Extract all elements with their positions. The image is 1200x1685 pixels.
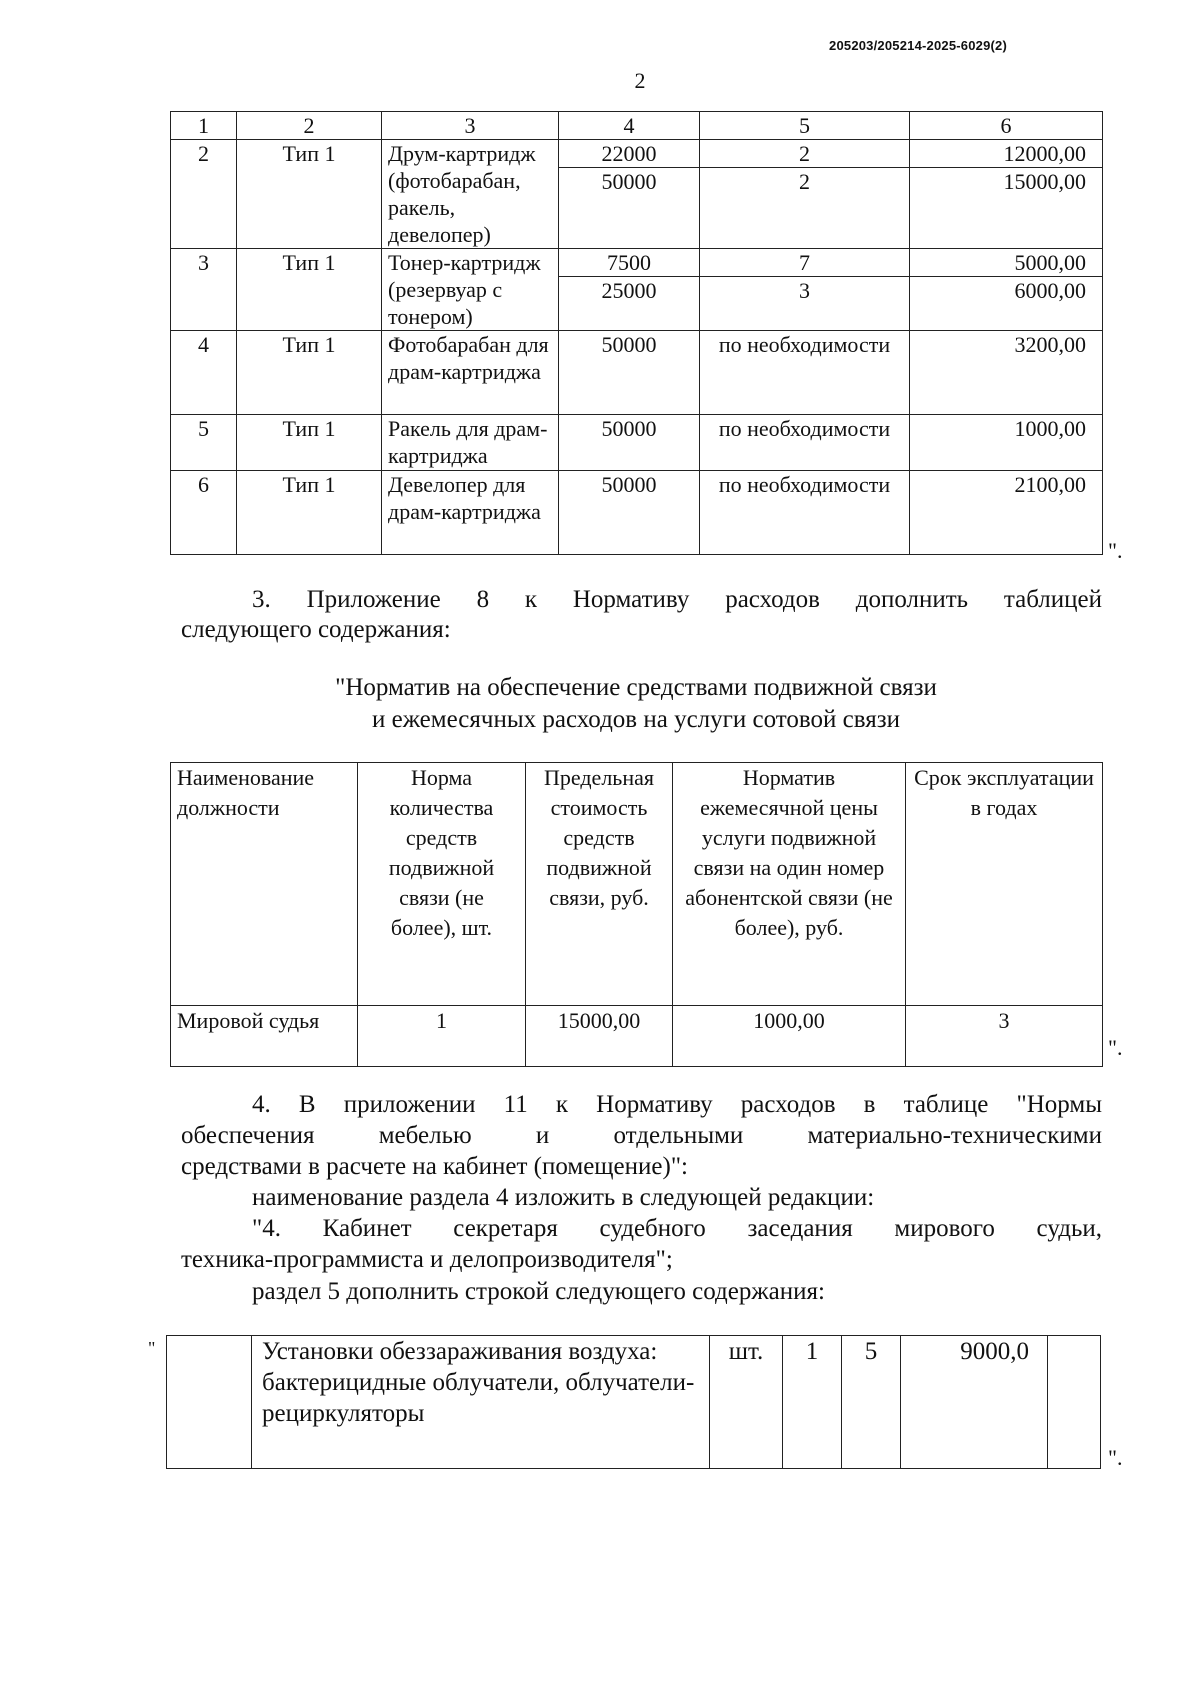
row-type: Тип 1 [237,249,382,331]
row-number: 4 [171,331,237,415]
row-cell: 1 [783,1336,842,1469]
row-cell: 1 [358,1006,526,1067]
sub-cell: 50000 [601,169,657,194]
column-header: 6 [910,112,1103,140]
sub-cell: 5000,00 [910,249,1102,277]
sub-cell: 7 [700,249,909,277]
column-header: Предельная стоимость средств подвижной связи, руб. [526,763,673,1006]
column-header: Срок эксплуатации в годах [906,763,1103,1006]
column-header: Норма количества средств подвижной связи (не более), шт. [358,763,526,1006]
row-item-name: Тонер-картридж (резервуар с тонером) [382,249,559,331]
sub-cell: 7500 [559,249,699,277]
row-cell [167,1336,252,1469]
document-id: 205203/205214-2025-6029(2) [829,38,1007,53]
row-cell: по необходимости [700,415,910,471]
row-item-name: Установки обеззараживания воздуха: бактерицидные облучатели, облучатели-рециркуляторы [252,1336,710,1469]
section4-line5: "4. Кабинет секретаря судебного заседания мирового судьи, [252,1215,1102,1242]
row-cell: 5 [842,1336,901,1469]
row-number: 6 [171,471,237,555]
table-header-row [171,112,1103,140]
row-cell: 15000,00 [526,1006,673,1067]
section4-line3: средствами в расчете на кабинет (помещение)": [181,1153,688,1180]
furniture-norms-row-table [166,1335,1101,1469]
row-cell: 9000,0 [901,1336,1048,1469]
column-header: 4 [559,112,700,140]
column-header: 5 [700,112,910,140]
table-row [171,249,1103,331]
closing-quote: ". [1108,1445,1123,1470]
closing-quote: ". [1108,1035,1123,1060]
column-header: 3 [382,112,559,140]
column-header: 2 [237,112,382,140]
sub-cell: 15000,00 [1003,169,1086,194]
table2-title-line2: и ежемесячных расходов на услуги сотовой связи [372,706,900,733]
sub-cell: 3 [799,278,810,303]
section4-line4: наименование раздела 4 изложить в следующей редакции: [252,1184,875,1211]
row-cell: по необходимости [700,331,910,415]
row-number: 2 [171,140,237,249]
mobile-communication-table [170,762,1103,1067]
row-cell: 3200,00 [910,331,1103,415]
sub-cell: 2 [799,169,810,194]
row-number: 3 [171,249,237,331]
row-item-name: Фотобарабан для драм-картриджа [382,331,559,415]
row-type: Тип 1 [237,415,382,471]
section4-line2: обеспечения мебелью и отдельными материально-техническими [181,1122,1102,1149]
table-row [167,1336,1101,1469]
section3-line1: 3. Приложение 8 к Нормативу расходов дополнить таблицей [252,586,1102,613]
table-header-row [171,763,1103,1006]
row-number: 5 [171,415,237,471]
row-cell: 2100,00 [910,471,1103,555]
row-type: Тип 1 [237,140,382,249]
table2-title-line1: "Норматив на обеспечение средствами подвижной связи [335,674,937,701]
closing-quote: ". [1108,538,1123,563]
row-item-name: Друм-картридж (фотобарабан, ракель, девелопер) [382,140,559,249]
section3-line2: следующего содержания: [181,616,451,643]
column-header: Наименование должности [171,763,358,1006]
row-cell: 50000 [559,415,700,471]
row-cell: по необходимости [700,471,910,555]
consumables-table [170,111,1103,555]
row-type: Тип 1 [237,471,382,555]
row-cell: 3 [906,1006,1103,1067]
row-cell [1048,1336,1101,1469]
page-number: 2 [634,68,646,93]
section4-line7: раздел 5 дополнить строкой следующего содержания: [252,1278,825,1305]
row-cell: шт. [710,1336,783,1469]
row-cell: 1000,00 [673,1006,906,1067]
row-cell: 50000 [559,471,700,555]
table-row [171,1006,1103,1067]
sub-cell: 25000 [601,278,657,303]
table-row [171,140,1103,249]
row-position: Мировой судья [171,1006,358,1067]
row-cell: 1000,00 [910,415,1103,471]
sub-cell: 22000 [559,140,699,168]
row-type: Тип 1 [237,331,382,415]
row-cell: 50000 [559,331,700,415]
column-header: Норматив ежемесячной цены услуги подвижной связи на один номер абонентской связи (не более), руб. [673,763,906,1006]
row-item-name: Ракель для драм-картриджа [382,415,559,471]
sub-cell: 2 [700,140,909,168]
section4-line6: техника-программиста и делопроизводителя"; [181,1246,673,1273]
opening-quote: " [148,1338,156,1358]
table-row [171,415,1103,471]
sub-cell: 12000,00 [910,140,1102,168]
sub-cell: 6000,00 [1014,278,1086,303]
table-row [171,471,1103,555]
section4-line1: 4. В приложении 11 к Нормативу расходов в таблице "Нормы [252,1091,1102,1118]
column-header: 1 [171,112,237,140]
row-item-name: Девелопер для драм-картриджа [382,471,559,555]
table-row [171,331,1103,415]
